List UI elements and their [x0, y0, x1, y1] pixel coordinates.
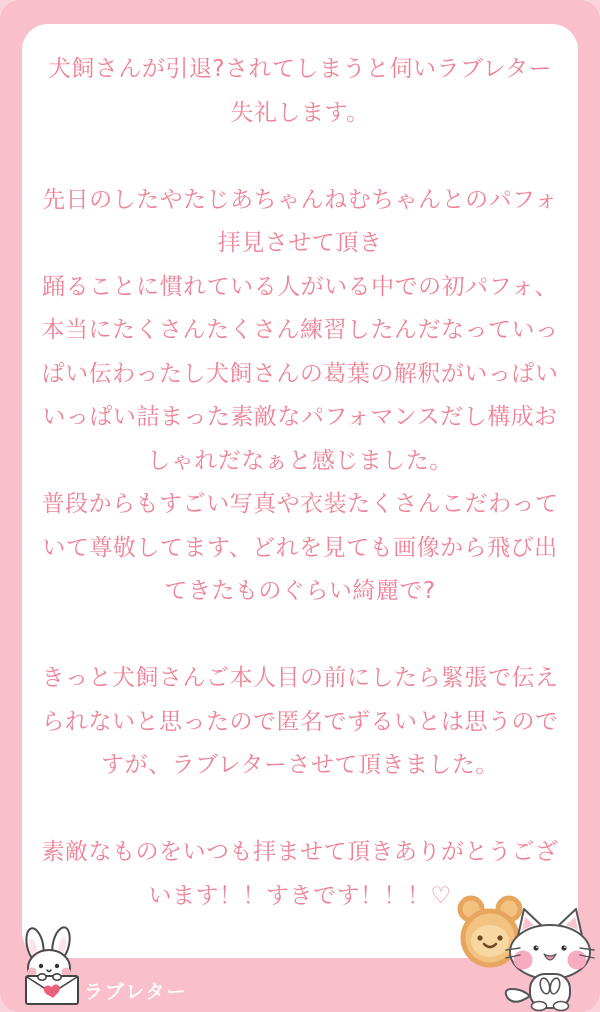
letter-line: いっぱい詰まった素敵なパフォマンスだし構成お — [42, 404, 558, 431]
letter-paragraph — [40, 654, 560, 785]
letter-line: 本当にたくさんたくさん練習したんだなっていっ — [41, 317, 559, 344]
letter-line: ぱい伝わったし犬飼さんの葛葉の解釈がいっぱい — [41, 360, 559, 387]
letter-paragraph — [40, 176, 560, 611]
letter-line: きっと犬飼さんご本人目の前にしたら緊張で伝え — [41, 665, 559, 692]
white-cat-icon — [506, 909, 594, 1011]
bear-cookie-and-cat-mascot — [444, 892, 596, 1012]
letter-line: 踊ることに慣れている人がいる中での初パフォ、 — [42, 273, 558, 300]
letter-line: 先日のしたやたじあちゃんねむちゃんとのパフォ — [42, 186, 558, 213]
letter-body — [40, 45, 560, 915]
letter-line: います！！すきです！！！♡ — [148, 882, 452, 909]
letter-line: 素敵なものをいつも拝ませて頂きありがとうござ — [41, 839, 559, 866]
letter-line: しゃれだなぁと感じました。 — [147, 447, 453, 474]
letter-line: てきたものぐらい綺麗で? — [164, 578, 436, 605]
letter-line: 失礼します。 — [230, 99, 370, 126]
letter-line: いて尊敬してます、どれを見ても画像から飛び出 — [42, 534, 558, 561]
envelope-icon — [26, 976, 78, 1004]
letter-line: 犬飼さんが引退?されてしまうと伺いラブレター — [47, 56, 553, 83]
letter-paragraph — [40, 45, 560, 132]
letter-line: 拝見させて頂き — [217, 230, 383, 257]
letter-line: られないと思ったので匿名でずるいとは思うので — [41, 708, 559, 735]
letter-line: 普段からもすごい写真や衣装たくさんこだわって — [41, 491, 559, 518]
love-letter-label: ラブレター — [84, 981, 188, 1003]
letter-line: すが、ラブレターさせて頂きました。 — [101, 752, 499, 779]
